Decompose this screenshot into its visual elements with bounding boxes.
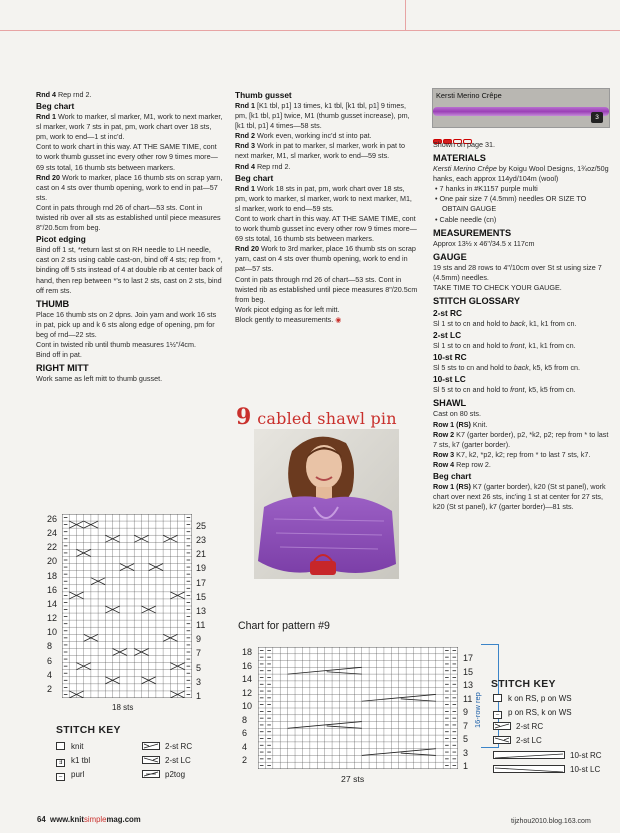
mitt-chart-row-label: 19	[196, 563, 207, 574]
mitt-chart-row-label: 3	[196, 676, 202, 687]
mitt-chart-row-label: 5	[196, 662, 202, 673]
c3-g3-text: Sl 5 sts to cn and hold to back, k5, k5 from cn.	[433, 363, 581, 373]
c1-rnd1: Rnd 1 Work to marker, sl marker, M1, work to next marker, sl marker, work 7 sts in pat, pm, work chart over 18 sts, pm, work to end—1 st inc'd.	[36, 112, 223, 142]
cable-rc-symbol-icon	[142, 742, 160, 750]
mitt-chart-row-label: 24	[47, 528, 58, 539]
shawl-chart-row-label: 7	[463, 720, 469, 731]
skill-level-indicator	[433, 131, 473, 137]
shawl-chart-row-label: 17	[463, 653, 474, 663]
key1-2st-lc: 2-st LC	[142, 756, 191, 765]
c3-row1: Row 1 (RS) Knit.	[433, 419, 488, 429]
watermark: tijzhou2010.blog.163.com	[511, 818, 591, 825]
mitt-chart-row-label: 13	[196, 605, 207, 616]
c3-gauge-text: 19 sts and 28 rows to 4"/10cm over St st using size 7 (4.5mm) needles.	[433, 262, 602, 282]
c3-gauge-check: TAKE TIME TO CHECK YOUR GAUGE.	[433, 282, 562, 292]
c1-cont2: Cont in pats through rnd 26 of chart—53 sts. Cont in twisted rib over all sts as established until piece measures 8"/20.5cm from beg.	[36, 202, 221, 233]
top-vertical-rule	[405, 0, 406, 30]
mitt-chart-row-label: 8	[47, 641, 53, 652]
mitt-chart-row-label: 15	[196, 591, 207, 602]
shawl-chart-row-label: 13	[463, 680, 474, 691]
mitt-chart-row-label: 7	[196, 648, 202, 659]
site-b: simple	[83, 815, 107, 824]
shawl-chart-row-label: 15	[463, 666, 474, 677]
key1-2st-rc: 2-st RC	[142, 742, 192, 751]
shawl-chart-row-label: 3	[463, 747, 469, 758]
c1-thumb-heading: THUMB	[36, 298, 70, 309]
key2-10st-lc: 10-st LC	[493, 765, 600, 774]
top-rule	[0, 30, 620, 31]
column-left	[36, 90, 223, 384]
mitt-chart-row-label: 26	[47, 514, 58, 524]
end-mark-icon: ◉	[335, 316, 342, 324]
c1-thumb-cont: Cont in twisted rib until thumb measures 1½"/4cm.	[36, 339, 196, 349]
yarn-name: Kersti Merino Crêpe	[436, 91, 502, 100]
c3-g1-heading: 2-st RC	[433, 308, 463, 319]
key2-2st-rc: 2-st RC	[493, 722, 543, 731]
c3-glossary-heading: STITCH GLOSSARY	[433, 296, 520, 307]
key1-p2tog: p2tog	[142, 770, 185, 779]
shawl-chart-row-label: 1	[463, 761, 469, 772]
c3-materials-heading: MATERIALS	[433, 153, 486, 164]
shawl-chart-row-label: 9	[463, 707, 469, 718]
yarn-strand	[433, 107, 609, 116]
page-number: 64	[37, 815, 46, 824]
c3-g2-heading: 2-st LC	[433, 330, 462, 341]
mitt-chart-row-label: 18	[47, 570, 58, 581]
shawl-chart-row-label: 10	[242, 701, 253, 712]
project-name: cabled shawl pin	[257, 409, 397, 428]
mitt-chart-row-label: 20	[47, 556, 58, 567]
repeat-label: 16-row rep	[473, 692, 482, 728]
c2-thumb-gusset: Thumb gusset	[235, 90, 292, 100]
key2-knit: k on RS, p on WS	[493, 694, 572, 703]
page-footer	[37, 815, 141, 824]
key2-10st-rc: 10-st RC	[493, 751, 602, 760]
shawl-photo-image	[254, 429, 399, 579]
purl-symbol-icon: –	[493, 711, 502, 719]
mitt-chart-row-label: 9	[196, 634, 202, 645]
c3-cast-on: Cast on 80 sts.	[433, 409, 481, 419]
purl-symbol-icon: –	[56, 773, 65, 781]
shawl-chart-grid	[258, 647, 458, 769]
yarn-swatch	[432, 88, 610, 128]
mitt-chart-row-label: 21	[196, 549, 207, 560]
c1-right-mitt-text: Work same as left mitt to thumb gusset.	[36, 374, 163, 384]
c3-shawl-heading: SHAWL	[433, 398, 467, 409]
c3-bullet-1: • 7 hanks in #K1157 purple multi	[435, 184, 538, 194]
c3-shown: Shown on page 31.	[433, 140, 495, 149]
cable-lc-symbol-icon	[493, 736, 511, 744]
shawl-chart-row-label: 8	[242, 714, 248, 725]
c3-row2: Row 2 K7 (garter border), p2, *k2, p2; rep from * to last 7 sts, k7 (garter border).	[433, 429, 609, 449]
c1-rnd4: Rnd 4 Rep rnd 2.	[36, 90, 92, 99]
c1-cont1: Cont to work chart in this way. AT THE SAME TIME, cont to work thumb gusset inc every other row 9 times more—69 sts total, 16 thumb sts between markers.	[36, 142, 218, 172]
project-title	[236, 404, 397, 430]
cable-lc-symbol-icon	[142, 756, 160, 764]
c2-block: Block gently to measurements. ◉	[235, 314, 342, 324]
mitt-chart-row-label: 17	[196, 577, 207, 588]
c2-cont1: Cont to work chart in this way. AT THE SAME TIME, cont to work thumb gusset inc every other row 9 times more—69 sts total, 16 thumb sts between markers.	[235, 213, 417, 244]
project-photo	[254, 429, 399, 579]
c2-rnd4: Rnd 4 Rep rnd 2.	[235, 161, 291, 171]
key2-purl: – p on RS, k on WS	[493, 708, 572, 719]
mitt-chart-row-label: 11	[196, 620, 206, 631]
site-c: mag.com	[106, 815, 141, 824]
c2-rnd20: Rnd 20 Work to 3rd marker, place 16 thumb sts on scrap yarn, cast on 4 sts over thumb opening, work to end in pat—57 sts.	[235, 244, 416, 274]
shawl-chart-row-label: 2	[242, 755, 248, 766]
stitch-key-1-title: STITCH KEY	[56, 725, 121, 736]
c3-g4-heading: 10-st LC	[433, 374, 466, 385]
mitt-chart-row-label: 4	[47, 669, 53, 680]
c2-rnd2: Rnd 2 Work even, working inc'd st into pat.	[235, 131, 372, 141]
p2tog-symbol-icon	[142, 770, 160, 778]
yarn-weight-badge: 3	[591, 112, 603, 123]
c2-picot: Work picot edging as for left mitt.	[235, 304, 340, 314]
mitt-chart-row-label: 1	[196, 690, 202, 701]
mitt-chart-row-label: 22	[47, 542, 58, 553]
mitt-chart-row-label: 12	[47, 613, 58, 624]
key1-knit: knit	[56, 742, 83, 751]
cable-rc-symbol-icon	[493, 722, 511, 730]
key2-2st-lc: 2-st LC	[493, 736, 542, 745]
c2-rnd1b: Rnd 1 Work 18 sts in pat, pm, work chart over 18 sts, pm, work to marker, sl marker, work to next marker, M1, sl marker, work to end—59 sts.	[235, 183, 412, 213]
mitt-chart-row-label: 2	[47, 683, 53, 694]
project-number: 9	[236, 404, 252, 430]
c3-g3-heading: 10-st RC	[433, 352, 467, 363]
shawl-chart-row-label: 4	[242, 741, 248, 752]
mitt-chart-row-label: 14	[47, 598, 58, 609]
c3-measurements-text: Approx 13½ x 46"/34.5 x 117cm	[433, 238, 535, 248]
c1-rnd20: Rnd 20 Work to marker, place 16 thumb sts on scrap yarn, cast on 4 sts over thumb opening, work to end in pat—57 sts.	[36, 172, 223, 202]
shawl-chart-row-label: 5	[463, 734, 469, 745]
key1-purl: – purl	[56, 770, 84, 781]
mitt-chart-row-label: 25	[196, 521, 207, 531]
knit-symbol-icon	[56, 742, 65, 750]
c2-beg-chart: Beg chart	[235, 172, 274, 183]
c3-row4: Row 4 Rep row 2.	[433, 459, 491, 469]
c1-beg-chart: Beg chart	[36, 101, 75, 112]
c3-row1b: Row 1 (RS) K7 (garter border), k20 (St st panel), work chart over next 26 sts, inc'ing 1 st at center for 27 sts, k20 (St st panel), k7 (garter border)—81 sts.	[433, 481, 606, 512]
shawl-chart-row-label: 6	[242, 728, 248, 739]
c3-gauge-heading: GAUGE	[433, 251, 467, 262]
shawl-chart-row-label: 12	[242, 687, 253, 698]
shawl-chart-row-label: 16	[242, 660, 253, 671]
mitt-chart-row-label: 10	[47, 627, 58, 638]
shawl-chart-row-label: 14	[242, 674, 253, 685]
cable-10st-lc-symbol-icon	[493, 765, 565, 773]
shawl-chart-stitch-count: 27 sts	[341, 774, 365, 784]
c1-picot-heading: Picot edging	[36, 234, 86, 245]
c3-beg-chart: Beg chart	[433, 470, 472, 481]
c1-thumb-text: Place 16 thumb sts on 2 dpns. Join yarn and work 16 sts in pat, pick up and k 6 sts along edge of opening, pm for beg of rnd—22 sts.	[36, 309, 217, 339]
cable-10st-rc-symbol-icon	[493, 751, 565, 759]
c1-bind-off: Bind off in pat.	[36, 350, 82, 360]
c3-measurements-heading: MEASUREMENTS	[433, 227, 512, 238]
column-right	[433, 140, 613, 512]
c3-row3: Row 3 K7, k2, *p2, k2; rep from * to last 7 sts, k7.	[433, 449, 591, 459]
key1-k1tbl: ∃ k1 tbl	[56, 756, 90, 767]
c3-g2-text: Sl 1 st to cn and hold to front, k1, k1 from cn.	[433, 341, 576, 351]
c2-rnd1: Rnd 1 [K1 tbl, p1] 13 times, k1 tbl, [k1 tbl, p1] 9 times, pm, [k1 tbl, p1] twice, M1 (thumb gusset increase), pm, [k1 tbl, p1] 4 times—58 sts.	[235, 101, 410, 131]
mitt-chart-row-label: 6	[47, 655, 53, 666]
c2-cont2: Cont in pats through rnd 26 of chart—53 sts. Cont in twisted rib as established until piece measures 8"/20.5cm from beg.	[235, 274, 418, 304]
c3-g4-text: Sl 5 st to cn and hold to front, k5, k5 from cn.	[433, 385, 576, 395]
site-a: www.knit	[50, 815, 84, 824]
mitt-chart-row-label: 23	[196, 535, 207, 546]
mitt-chart-row-label: 16	[47, 584, 58, 595]
c1-picot-text: Bind off 1 st, *return last st on RH needle to LH needle, cast on 2 sts using cable cast-on, bind off 4 sts; rep from *, binding off 5 sts instead of 4 at double rib at center back of hand, then rep between *'s to last 2 sts, cast on 2 sts, bind off rem sts.	[36, 245, 223, 295]
twisted-knit-symbol-icon: ∃	[56, 759, 65, 767]
c1-right-mitt-heading: RIGHT MITT	[36, 363, 89, 374]
c2-rnd3: Rnd 3 Work in pat to marker, sl marker, work in pat to next marker, M1, sl marker, work to end—59 sts.	[235, 141, 406, 161]
c3-bullet-2: • One pair size 7 (4.5mm) needles OR SIZE TO OBTAIN GAUGE	[435, 194, 587, 214]
knit-symbol-icon	[493, 694, 502, 702]
shawl-chart-caption: Chart for pattern #9	[238, 620, 330, 632]
stitch-key-2-title: STITCH KEY	[491, 679, 556, 690]
c3-bullet-3: • Cable needle (cn)	[435, 214, 497, 224]
mitt-chart-caption: 18 sts	[112, 703, 134, 712]
shawl-chart-row-label: 11	[463, 693, 473, 704]
mitt-chart-grid	[62, 514, 192, 698]
column-middle	[235, 90, 418, 326]
shawl-chart-row-label: 18	[242, 647, 253, 657]
c3-g1-text: Sl 1 st to cn and hold to back, k1, k1 from cn.	[433, 319, 577, 329]
c3-materials-text: Kersti Merino Crêpe by Koigu Wool Designs, 1¾oz/50g hanks, each approx 114yd/104m (wool)	[433, 164, 609, 184]
